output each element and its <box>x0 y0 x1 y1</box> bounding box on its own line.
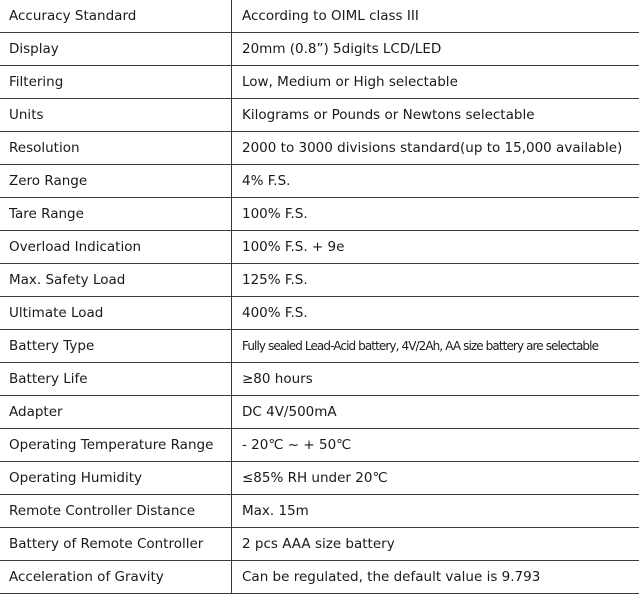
table-row <box>0 0 639 33</box>
table-row <box>0 132 639 165</box>
spec-label: Zero Range <box>0 165 232 198</box>
spec-value: 20mm (0.8”) 5digits LCD/LED <box>232 33 639 66</box>
spec-value: Low, Medium or High selectable <box>232 66 639 99</box>
spec-label: Filtering <box>0 66 232 99</box>
spec-label: Display <box>0 33 232 66</box>
spec-label: Battery Type <box>0 330 232 363</box>
table-row <box>0 528 639 561</box>
spec-value: 400% F.S. <box>232 297 639 330</box>
table-row <box>0 66 639 99</box>
spec-value: ≥80 hours <box>232 363 639 396</box>
spec-label: Battery Life <box>0 363 232 396</box>
table-row <box>0 99 639 132</box>
spec-label: Adapter <box>0 396 232 429</box>
spec-value: - 20℃ ~ + 50℃ <box>232 429 639 462</box>
spec-label: Ultimate Load <box>0 297 232 330</box>
table-row <box>0 462 639 495</box>
spec-label: Operating Humidity <box>0 462 232 495</box>
spec-label: Battery of Remote Controller <box>0 528 232 561</box>
spec-value: Kilograms or Pounds or Newtons selectable <box>232 99 639 132</box>
spec-value: Max. 15m <box>232 495 639 528</box>
spec-value: 100% F.S. <box>232 198 639 231</box>
table-row <box>0 198 639 231</box>
spec-value: Can be regulated, the default value is 9.793 <box>232 561 639 594</box>
spec-value: 125% F.S. <box>232 264 639 297</box>
table-row <box>0 561 639 594</box>
spec-label: Tare Range <box>0 198 232 231</box>
table-row <box>0 396 639 429</box>
table-row <box>0 495 639 528</box>
spec-label: Overload Indication <box>0 231 232 264</box>
table-row <box>0 297 639 330</box>
table-row <box>0 33 639 66</box>
table-row <box>0 429 639 462</box>
table-row <box>0 264 639 297</box>
spec-value: 100% F.S. + 9e <box>232 231 639 264</box>
table-row <box>0 330 639 363</box>
table-row <box>0 363 639 396</box>
spec-label: Resolution <box>0 132 232 165</box>
spec-label: Max. Safety Load <box>0 264 232 297</box>
table-row <box>0 231 639 264</box>
spec-label: Accuracy Standard <box>0 0 232 33</box>
spec-value: DC 4V/500mA <box>232 396 639 429</box>
spec-label: Operating Temperature Range <box>0 429 232 462</box>
spec-value: 2000 to 3000 divisions standard(up to 15,000 available) <box>232 132 639 165</box>
spec-value: Fully sealed Lead-Acid battery, 4V/2Ah, AA size battery are selectable <box>232 330 639 363</box>
table-row <box>0 165 639 198</box>
spec-value: 2 pcs AAA size battery <box>232 528 639 561</box>
spec-value: According to OIML class III <box>232 0 639 33</box>
spec-label: Units <box>0 99 232 132</box>
spec-value: ≤85% RH under 20℃ <box>232 462 639 495</box>
spec-value: 4% F.S. <box>232 165 639 198</box>
spec-label: Remote Controller Distance <box>0 495 232 528</box>
spec-label: Acceleration of Gravity <box>0 561 232 594</box>
